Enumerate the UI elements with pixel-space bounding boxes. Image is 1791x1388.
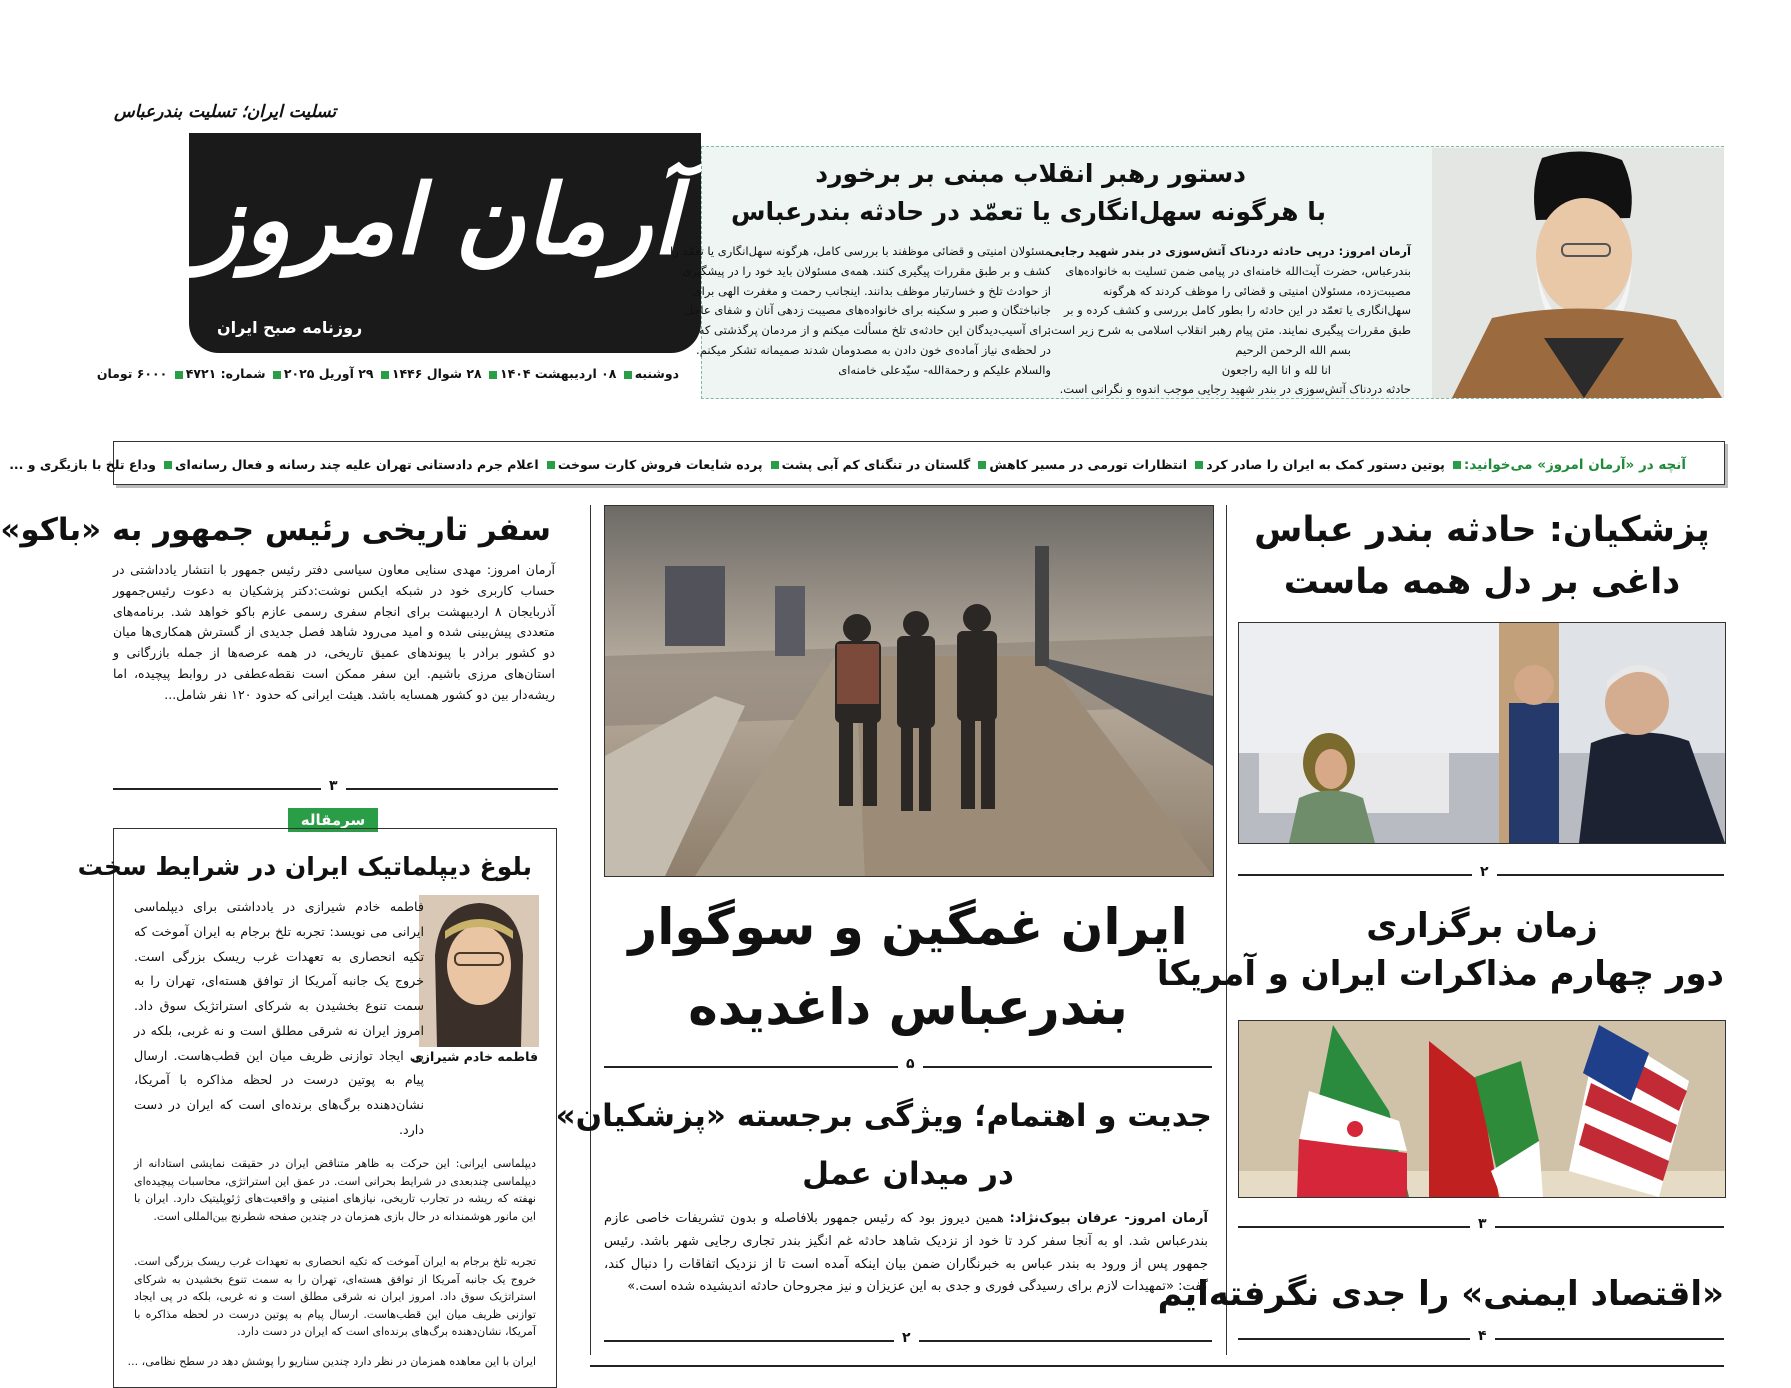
brief-item[interactable]: انتظارات تورمی در مسیر کاهش (989, 457, 1188, 472)
leader-photo (1432, 148, 1724, 398)
top-story-line: بندرعباس، حضرت آیت‌الله خامنه‌ای در پیامی ضمن تسلیت به خانواده‌های (1065, 263, 1411, 278)
center-sub-headline-2: در میدان عمل (802, 1156, 1014, 1192)
editorial-headline: بلوغ دیپلماتیک ایران در شرایط سخت (77, 852, 532, 881)
brief-lead: آنچه در «آرمان امروز» می‌خوانید: (1463, 457, 1686, 473)
center-sub-headline-1: جدیت و اهتمام؛ ویژگی برجسته «پزشکیان» (555, 1098, 1212, 1134)
right-page-number-c: ۴ (1470, 1328, 1495, 1344)
masthead-slogan: تسلیت ایران؛ تسلیت بندرعباس (114, 102, 337, 122)
top-story-line: کشف و بر طبق مقررات پیگیری کنند. همه‌ی مسئولان باید خود را در پیشگیری (682, 263, 1051, 278)
divider-left (590, 505, 591, 1355)
top-story-line: مسئولان امنیتی و قضائی موظفند با بررسی کامل، هرگونه سهل‌انگاری یا تعمّد را (669, 244, 1051, 258)
brief-items (9, 454, 1686, 473)
top-story-line: بسم الله الرحمن الرحیم (1235, 342, 1351, 357)
brief-item[interactable]: گلستان در تنگنای کم آبی پشت (781, 457, 971, 472)
brief-item[interactable]: پوتین دستور کمک به ایران را صادر کرد (1206, 457, 1445, 472)
right-story3-headline: «اقتصاد ایمنی» را جدی نگرفته‌ایم (1157, 1274, 1724, 1314)
editorial-para-1: فاطمه خادم شیرازی در یادداشتی برای دیپلماسی ایرانی می نویسد: تجربه تلخ برجام به ایران آموخت که تکیه انحصاری به تعهدات غرب ریسک بزرگی است. خروج یک جانبه آمریکا از توافق هسته‌ای، تهران را به سمت تنوع بخشیدن به شرکای استراتژیک سوق داد. امروز ایران نه شرقی مطلق است و نه غربی، بلکه در پی ایجاد توازنی ظریف میان این قطب‌هاست. ارسال پیام به پوتین درست در لحظه مذاکره با آمریکا، نشان‌دهنده برگ‌های برنده‌ای است که ایران در دست دارد. (134, 899, 424, 1137)
price: ۶۰۰۰ تومان (96, 366, 168, 381)
author-photo (419, 895, 539, 1047)
left-top-page-number: ۳ (321, 778, 346, 794)
date-weekday: دوشنبه (634, 366, 679, 381)
editorial-para-4: ایران با این معاهده همزمان در نظر دارد چندین سناریو را پوشش دهد در سطح نظامی، ... (127, 1355, 536, 1368)
left-top-text: آرمان امروز: مهدی سنایی معاون سیاسی دفتر رئیس جمهور با انتشار یادداشتی در حساب کاربری خود در شبکه ایکس نوشت:دکتر پزشکیان به دعوت رئیس‌جمهور آذربایجان ۸ اردیبهشت برای انجام سفری رسمی عازم باکو خواهد شد. برنامه‌های متعددی پیش‌بینی شده و امید می‌رود شاهد فصل جدیدی از گسترش همکاری‌ها میان دو کشور برادر با پیوندهای عمیق تاریخی، در همه عرصه‌ها از جمله بازرگانی و استان‌های مرزی باشیم. این سفر ممکن است نقطه‌عطفی در روابط پیچیده، اما ریشه‌دار بین دو کشور همسایه باشد. هیئت ایرانی که حدود ۱۲۰ نفر شامل... (113, 562, 555, 702)
date-lunar: ۲۸ شوال ۱۴۴۶ (391, 366, 482, 381)
top-story-line: والسلام علیکم و رحمةالله- سیّدعلی خامنه‌ای (838, 362, 1051, 377)
masthead-logo-text: آرمان امروز (197, 163, 679, 276)
right-story2-line-2: دور چهارم مذاکرات ایران و آمریکا (1156, 954, 1724, 994)
brief-item[interactable]: وداع تلخ با بازیگری و ... (9, 457, 156, 472)
center-headline-2: بندرعباس داغدیده (688, 978, 1128, 1036)
right-headline-2: داغی بر دل همه ماست (1283, 562, 1681, 602)
author-name: فاطمه خادم شیرازی (411, 1049, 538, 1064)
top-story-col-1 (1047, 242, 1411, 400)
editorial-para-3: تجربه تلخ برجام به ایران آموخت که تکیه انحصاری به تعهدات غرب ریسک بزرگی است. خروج یک جانبه آمریکا از توافق هسته‌ای، تهران را به سمت تنوع بخشیدن به شرکای استراتژیک سوق داد. امروز ایران نه شرقی مطلق است و نه غربی، بلکه در پی ایجاد توازنی ظریف میان این قطب‌هاست. ارسال پیام به پوتین درست در لحظه مذاکره با آمریکا، نشان‌دهنده برگ‌های برنده‌ای است که ایران در دست دارد. (134, 1255, 536, 1339)
top-story-headline-1: دستور رهبر انقلاب مبنی بر برخورد (815, 159, 1246, 188)
right-page-number-a: ۲ (1472, 864, 1497, 880)
center-text (604, 1208, 1208, 1299)
date-line (97, 366, 679, 381)
top-story-line: جانباختگان و صبر و سکینه برای خانواده‌های مصیبت زدهی آنان و شفای عاجل (684, 303, 1051, 318)
date-solar: ۰۸ اردیبهشت ۱۴۰۴ (499, 366, 617, 381)
bottom-rule (590, 1365, 1724, 1367)
top-story-line: مصیبت‌زده، مسئولان امنیتی و قضائی را موظف کردند که هرگونه (1102, 283, 1411, 298)
explosion-photo (604, 505, 1214, 877)
center-byline: آرمان امروز- عرفان بیوک‌نژاد: (1009, 1211, 1208, 1226)
brief-bar (9, 441, 1725, 485)
masthead-logo (189, 133, 701, 353)
top-story-line: برای آسیب‌دیدگان این حادثه‌ی تلخ مسألت میکنم و از مردمان پرگذشتی که (698, 323, 1051, 338)
editorial-tag: سرمقاله (288, 808, 378, 832)
brief-item[interactable]: پرده شایعات فروش کارت سوخت (557, 457, 763, 472)
date-gregorian: ۲۹ آوریل ۲۰۲۵ (283, 366, 374, 381)
divider-right (1226, 505, 1227, 1355)
flags-photo (1238, 1020, 1726, 1198)
issue-number: شماره: ۴۷۲۱ (185, 366, 266, 381)
right-story2-line-1: زمان برگزاری (1366, 906, 1598, 946)
hospital-photo (1238, 622, 1726, 844)
top-story-line: طبق مقررات پیگیری نمایند. متن پیام رهبر انقلاب اسلامی به شرح زیر است: (1047, 323, 1411, 338)
top-story-headline-2: با هرگونه سهل‌انگاری یا تعمّد در حادثه بندرعباس (730, 197, 1326, 226)
left-top-headline: سفر تاریخی رئیس جمهور به «باکو» (0, 512, 551, 548)
right-page-number-b: ۳ (1470, 1216, 1495, 1232)
editorial-box (77, 828, 557, 1388)
top-story-line: آرمان امروز: درپی حادثه دردناک آتش‌سوزی در بندر شهید رجایی (1049, 244, 1411, 258)
top-story-col-2 (669, 242, 1051, 380)
top-story-line: در لحظه‌ی نیاز آماده‌ی خون دادن به مصدومان شدند صمیمانه تشکر میکنم. (696, 342, 1051, 357)
center-page-number-a: ۵ (898, 1056, 923, 1072)
editorial-para-2: دیپلماسی ایرانی: این حرکت به ظاهر متناقض ایران در حقیقت نمایشی استادانه از دیپلماسی چندبعدی در شرایط بحرانی است. در عمق این استراتژی، محاسبات پیچیده‌ای نهفته که ریشه در تجارب تاریخی، نیازهای امنیتی و واقعیت‌های ژئوپلیتیک دارد. ایران با این مانور هوشمندانه در حال بازی همزمان در چندین صفحه شطرنج بین‌المللی است. (134, 1157, 536, 1223)
right-headline-1: پزشکیان: حادثه بندر عباس (1254, 510, 1710, 550)
masthead-subtitle: روزنامه صبح ایران (217, 318, 363, 337)
center-page-number-b: ۲ (894, 1330, 919, 1346)
center-body: همین دیروز بود که رئیس جمهور بلافاصله و بدون تشریفات خاصی عازم بندرعباس شد. او به آنجا سفر کرد تا خود از نزدیک شاهد حادثه غم انگیز بندر تجاری رجایی شهر باشد. رئیس جمهور پس از ورود به بندر عباس به خبرنگاران ضمن بیان اینکه آمده است تا از نزدیک اتفاقات را دنبال کند، گفت: «تمهیدات لازم برای رسیدگی فوری و جدی به این عزیزان و نیز مجروحان حادثه اندیشیده شده است.» (604, 1211, 1208, 1295)
top-story-line: حادثه دردناک آتش‌سوزی در بندر شهید رجایی موجب اندوه و نگرانی است. (1059, 382, 1411, 397)
top-story-line: از حوادث تلخ و خسارتبار موظف بدانند. اینجانب رحمت و مغفرت الهی برای (692, 283, 1051, 298)
brief-item[interactable]: اعلام جرم دادستانی تهران علیه چند رسانه و فعال رسانه‌ای (175, 457, 539, 472)
center-headline-1: ایران غمگین و سوگوار (628, 898, 1188, 956)
top-story-line: سهل‌انگاری یا تعمّد در این حادثه را بطور کامل بررسی و کشف کرده و بر (1064, 303, 1411, 318)
top-story-line: انا لله و انا الیه راجعون (1221, 362, 1331, 377)
